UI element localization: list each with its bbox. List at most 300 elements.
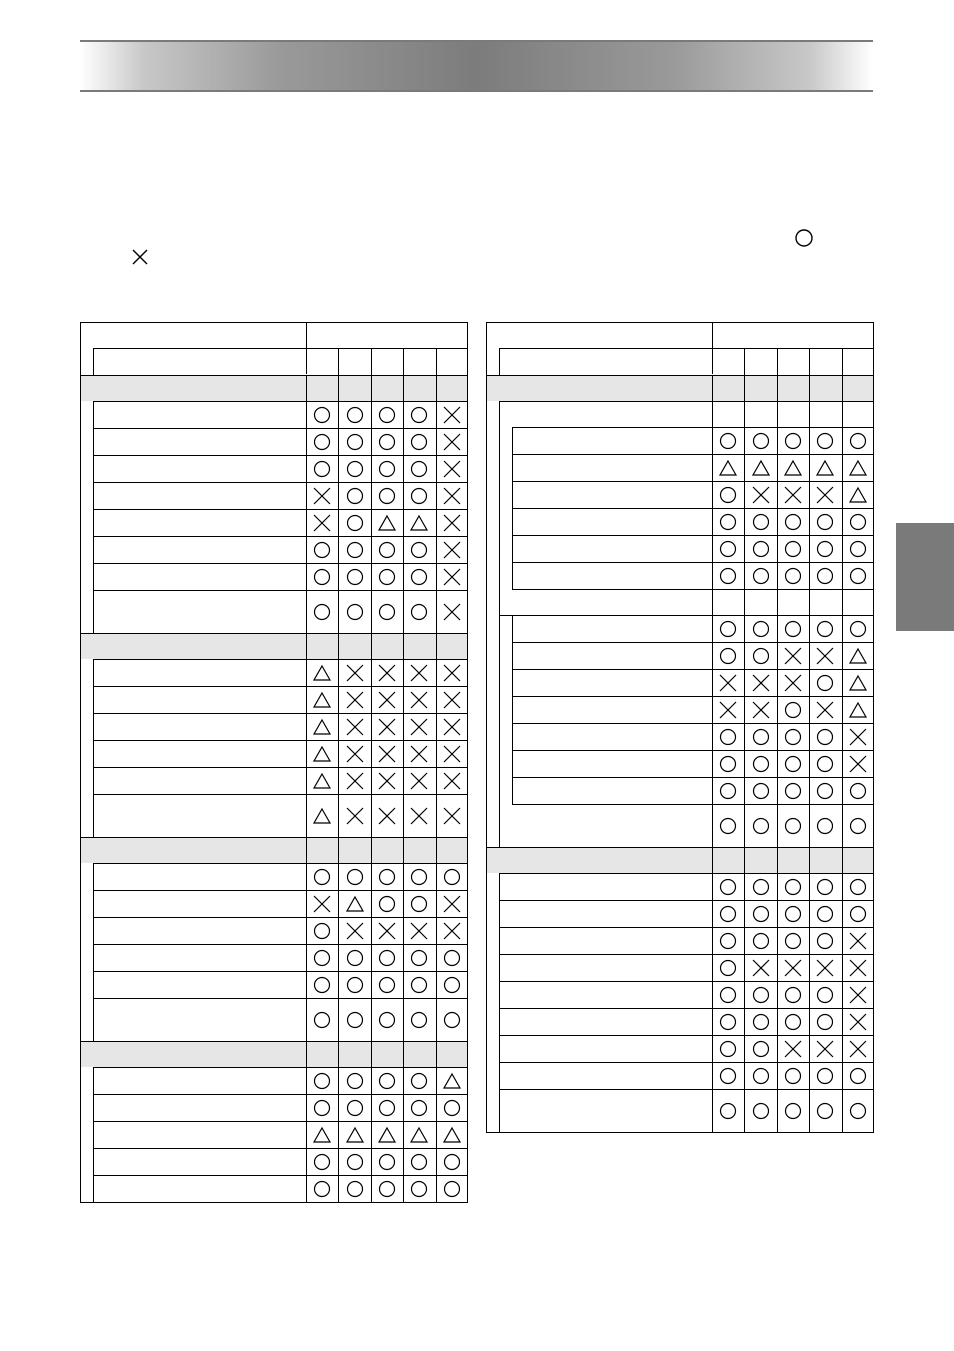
table-rule [80,1202,468,1203]
cross-mark-icon [403,686,435,713]
triangle-mark-icon [842,669,874,696]
circle-mark-icon [777,804,809,847]
column-header [777,348,809,375]
circle-mark-icon [436,1148,468,1175]
circle-mark-icon [777,873,809,900]
row-label [93,767,306,794]
circle-mark-icon [777,1008,809,1035]
cross-mark-icon [403,740,435,767]
circle-mark-icon [403,401,435,428]
circle-mark-icon [338,998,370,1041]
table-rule [809,375,810,1132]
cross-mark-icon [744,481,776,508]
cross-mark-icon [306,890,338,917]
cross-mark-icon [842,750,874,777]
row-label [93,1067,306,1094]
chapter-side-tab [896,523,954,631]
triangle-mark-icon [809,454,841,481]
cross-mark-icon [744,669,776,696]
circle-mark-icon [712,723,744,750]
circle-mark-icon [306,1175,338,1202]
cross-mark-icon [842,927,874,954]
circle-mark-icon [712,508,744,535]
circle-mark-icon [744,1089,776,1132]
circle-mark-icon [712,900,744,927]
row-label [499,900,712,927]
circle-mark-icon [338,1148,370,1175]
circle-mark-icon [338,509,370,536]
circle-mark-icon [306,863,338,890]
circle-mark-icon [712,642,744,669]
triangle-mark-icon [777,454,809,481]
cross-mark-icon [436,509,468,536]
circle-mark-icon [338,944,370,971]
column-header [338,348,370,375]
cross-mark-icon [403,794,435,837]
circle-mark-icon [436,944,468,971]
triangle-mark-icon [842,481,874,508]
circle-mark-icon [338,536,370,563]
circle-mark-icon [842,873,874,900]
cross-mark-icon [338,740,370,767]
table-rule [93,401,94,633]
row-label [93,740,306,767]
table-rule [512,427,513,589]
cross-mark-icon [436,740,468,767]
cross-mark-icon [371,740,403,767]
cross-mark-icon [403,659,435,686]
circle-mark-icon [842,804,874,847]
circle-mark-icon [436,998,468,1041]
circle-mark-icon [777,535,809,562]
triangle-mark-icon [306,767,338,794]
row-label [499,873,712,900]
circle-mark-icon [744,642,776,669]
cross-mark-icon [436,428,468,455]
cross-mark-icon [777,642,809,669]
circle-mark-icon [809,562,841,589]
circle-mark-icon [809,615,841,642]
circle-mark-icon [306,536,338,563]
circle-mark-icon [371,401,403,428]
circle-mark-icon [371,863,403,890]
circle-mark-icon [777,927,809,954]
circle-mark-icon [436,1094,468,1121]
cross-mark-icon [371,767,403,794]
row-label [93,428,306,455]
cross-mark-icon [842,1008,874,1035]
circle-mark-icon [338,863,370,890]
page-header-bar [80,40,873,92]
table-rule [744,375,745,1132]
column-header [371,348,403,375]
triangle-mark-icon [371,1121,403,1148]
table-rule [80,322,81,1203]
circle-mark-icon [809,777,841,804]
section-title [84,633,464,659]
row-label [93,1175,306,1202]
circle-mark-icon [809,427,841,454]
cross-mark-icon [436,455,468,482]
circle-mark-icon [744,508,776,535]
row-label [512,535,712,562]
circle-mark-icon [842,777,874,804]
cross-mark-icon [338,917,370,944]
section-title [490,847,870,873]
cross-mark-icon [744,696,776,723]
circle-mark-icon [809,981,841,1008]
circle-mark-icon [809,927,841,954]
cross-mark-icon [338,686,370,713]
circle-mark-icon [403,428,435,455]
cross-mark-icon [338,767,370,794]
circle-mark-icon [371,455,403,482]
row-label [93,563,306,590]
cross-mark-icon [436,917,468,944]
circle-mark-icon [306,1094,338,1121]
column-header [403,348,435,375]
circle-mark-icon [842,535,874,562]
section-title [84,837,464,863]
circle-mark-icon [809,804,841,847]
circle-mark-icon [809,723,841,750]
row-label [93,455,306,482]
row-label [499,981,712,1008]
cross-mark-icon [809,481,841,508]
circle-mark-icon [777,750,809,777]
circle-mark-icon [403,1175,435,1202]
triangle-mark-icon [306,1121,338,1148]
circle-mark-icon [306,428,338,455]
circle-mark-icon [712,777,744,804]
row-label [499,927,712,954]
circle-mark-icon [809,535,841,562]
table-rule [93,1067,94,1202]
row-label [93,401,306,428]
table-rule [93,863,94,1041]
cross-mark-icon [371,917,403,944]
circle-mark-icon [842,1062,874,1089]
triangle-mark-icon [306,740,338,767]
triangle-mark-icon [842,696,874,723]
cross-mark-icon [338,713,370,740]
row-label [512,723,712,750]
table-rule [371,375,372,1202]
circle-mark-icon [777,1089,809,1132]
circle-mark-icon [403,536,435,563]
circle-mark-icon [809,1008,841,1035]
cross-mark-icon [306,482,338,509]
circle-mark-icon [371,1094,403,1121]
row-label [93,863,306,890]
circle-mark-icon [403,971,435,998]
cross-mark-icon [436,713,468,740]
circle-mark-icon [777,508,809,535]
circle-mark-icon [809,900,841,927]
column-header [842,348,874,375]
cross-mark-icon [809,642,841,669]
circle-mark-icon [306,590,338,633]
circle-mark-icon [744,562,776,589]
row-label [512,777,712,804]
circle-mark-icon [744,777,776,804]
triangle-mark-icon [436,1067,468,1094]
circle-mark-icon [712,750,744,777]
column-header [744,348,776,375]
row-label [512,750,712,777]
circle-mark-icon [842,508,874,535]
table-rule [467,322,468,1203]
circle-mark-icon [712,873,744,900]
circle-mark-icon [436,1175,468,1202]
triangle-mark-icon [306,659,338,686]
cross-mark-icon [436,482,468,509]
triangle-mark-icon [842,454,874,481]
column-header [306,348,338,375]
circle-mark-icon [338,1094,370,1121]
cross-mark-icon [403,713,435,740]
triangle-mark-icon [338,890,370,917]
cross-mark-icon [777,669,809,696]
circle-mark-icon [338,563,370,590]
row-label [93,1148,306,1175]
circle-mark-icon [403,563,435,590]
circle-mark-icon [712,954,744,981]
cross-mark-icon [436,563,468,590]
cross-mark-icon [436,767,468,794]
row-label [512,696,712,723]
circle-mark-icon [777,696,809,723]
circle-mark-icon [338,590,370,633]
circle-mark-icon [744,1008,776,1035]
table-rule [842,375,843,1132]
circle-mark-icon [371,944,403,971]
subsection-title [512,401,874,427]
row-label [512,615,712,642]
row-label [512,481,712,508]
circle-mark-icon [744,927,776,954]
circle-mark-icon [744,1062,776,1089]
triangle-mark-icon [338,1121,370,1148]
circle-mark-icon [306,1148,338,1175]
cross-mark-icon [744,954,776,981]
circle-mark-icon [338,1175,370,1202]
triangle-mark-icon [403,509,435,536]
cross-mark-icon [842,954,874,981]
table-rule [306,375,307,1202]
cross-mark-icon [712,669,744,696]
cross-mark-icon [809,696,841,723]
cross-mark-icon [436,686,468,713]
cross-mark-icon [842,981,874,1008]
circle-mark-icon [371,890,403,917]
row-label [93,794,306,837]
table-rule [403,375,404,1202]
circle-mark-icon [842,615,874,642]
triangle-mark-icon [403,1121,435,1148]
section-title [84,1041,464,1067]
cross-mark-icon [436,536,468,563]
row-label [93,659,306,686]
triangle-mark-icon [306,794,338,837]
circle-mark-icon [436,971,468,998]
circle-mark-icon [777,1062,809,1089]
circle-mark-icon [809,1062,841,1089]
circle-mark-icon [436,863,468,890]
row-label [499,1089,712,1132]
circle-mark-icon [777,981,809,1008]
cross-mark-icon [436,794,468,837]
cross-mark-icon [712,696,744,723]
table-rule [499,348,500,375]
circle-mark-icon [306,971,338,998]
circle-mark-icon [371,482,403,509]
table-rule [93,348,94,375]
circle-mark-icon [306,455,338,482]
table-header-label [80,322,306,348]
circle-mark-icon [338,971,370,998]
circle-mark-icon [712,481,744,508]
triangle-mark-icon [712,454,744,481]
triangle-mark-icon [744,454,776,481]
cross-mark-icon [338,659,370,686]
row-label [512,562,712,589]
circle-mark-icon [744,427,776,454]
row-label [93,686,306,713]
section-title [84,375,464,401]
circle-mark-icon [712,1089,744,1132]
circle-mark-icon [371,428,403,455]
compatibility-table-right [486,322,874,1138]
circle-mark-icon [371,1175,403,1202]
circle-mark-icon [744,900,776,927]
circle-mark-icon [403,998,435,1041]
cross-mark-icon [436,659,468,686]
subsection-title [499,589,874,615]
circle-mark-icon [712,615,744,642]
cross-mark-icon [338,794,370,837]
row-label [512,642,712,669]
triangle-mark-icon [842,642,874,669]
row-label [93,971,306,998]
circle-mark-icon [777,427,809,454]
row-label [512,508,712,535]
row-label [93,998,306,1041]
circle-mark-icon [744,615,776,642]
circle-mark-icon [712,535,744,562]
circle-mark-icon [712,981,744,1008]
circle-mark-icon [403,1067,435,1094]
circle-mark-icon [306,944,338,971]
circle-mark-icon [809,1089,841,1132]
cross-mark-icon [777,954,809,981]
cross-mark-icon [403,917,435,944]
row-label [499,954,712,981]
circle-mark-icon [306,917,338,944]
circle-mark-icon [777,777,809,804]
circle-mark-icon [744,981,776,1008]
circle-mark-icon [809,873,841,900]
row-label [93,917,306,944]
circle-mark-icon [371,1067,403,1094]
triangle-mark-icon [306,713,338,740]
circle-mark-icon [338,455,370,482]
circle-mark-icon [744,750,776,777]
circle-mark-icon [338,482,370,509]
cross-mark-icon [371,713,403,740]
column-header [809,348,841,375]
table-rule [338,375,339,1202]
circle-mark-icon [403,944,435,971]
circle-mark-icon [371,1148,403,1175]
row-label [93,1094,306,1121]
circle-mark-icon [777,900,809,927]
circle-mark-icon [338,1067,370,1094]
circle-mark-icon [403,1148,435,1175]
table-rule [486,322,487,1133]
table-rule [873,322,874,1133]
cross-mark-icon [403,767,435,794]
row-label [93,713,306,740]
table-rule [93,659,94,837]
circle-mark-icon [403,1094,435,1121]
circle-mark-icon [306,998,338,1041]
row-label [93,509,306,536]
circle-mark-icon [777,723,809,750]
cross-mark-icon [371,659,403,686]
circle-mark-icon [403,455,435,482]
cross-mark-icon [371,794,403,837]
circle-mark-icon [712,1035,744,1062]
circle-mark-icon [842,1089,874,1132]
row-label [93,1121,306,1148]
circle-mark-icon [712,427,744,454]
row-label [93,482,306,509]
section-title [490,375,870,401]
table-rule [499,401,500,847]
cross-mark-icon [809,954,841,981]
circle-mark-icon [744,804,776,847]
circle-mark-icon [403,482,435,509]
circle-mark-icon [338,401,370,428]
circle-mark-icon [371,998,403,1041]
row-label [512,669,712,696]
circle-mark-icon [712,562,744,589]
circle-mark-icon [712,927,744,954]
column-header [712,348,744,375]
table-rule [777,375,778,1132]
cross-mark-icon [436,590,468,633]
table-rule [436,375,437,1202]
circle-mark-icon [712,804,744,847]
column-header [436,348,468,375]
circle-mark-icon [809,508,841,535]
circle-mark-icon [777,562,809,589]
circle-mark-icon [306,563,338,590]
circle-mark-icon [371,536,403,563]
circle-mark-icon [712,1008,744,1035]
cross-mark-icon [436,401,468,428]
row-label [93,590,306,633]
circle-mark-icon [371,971,403,998]
circle-mark-icon [306,401,338,428]
circle-mark-icon [371,590,403,633]
row-label [93,536,306,563]
circle-mark-icon [403,890,435,917]
circle-mark-icon [842,427,874,454]
row-label [499,1008,712,1035]
circle-mark-icon [371,563,403,590]
